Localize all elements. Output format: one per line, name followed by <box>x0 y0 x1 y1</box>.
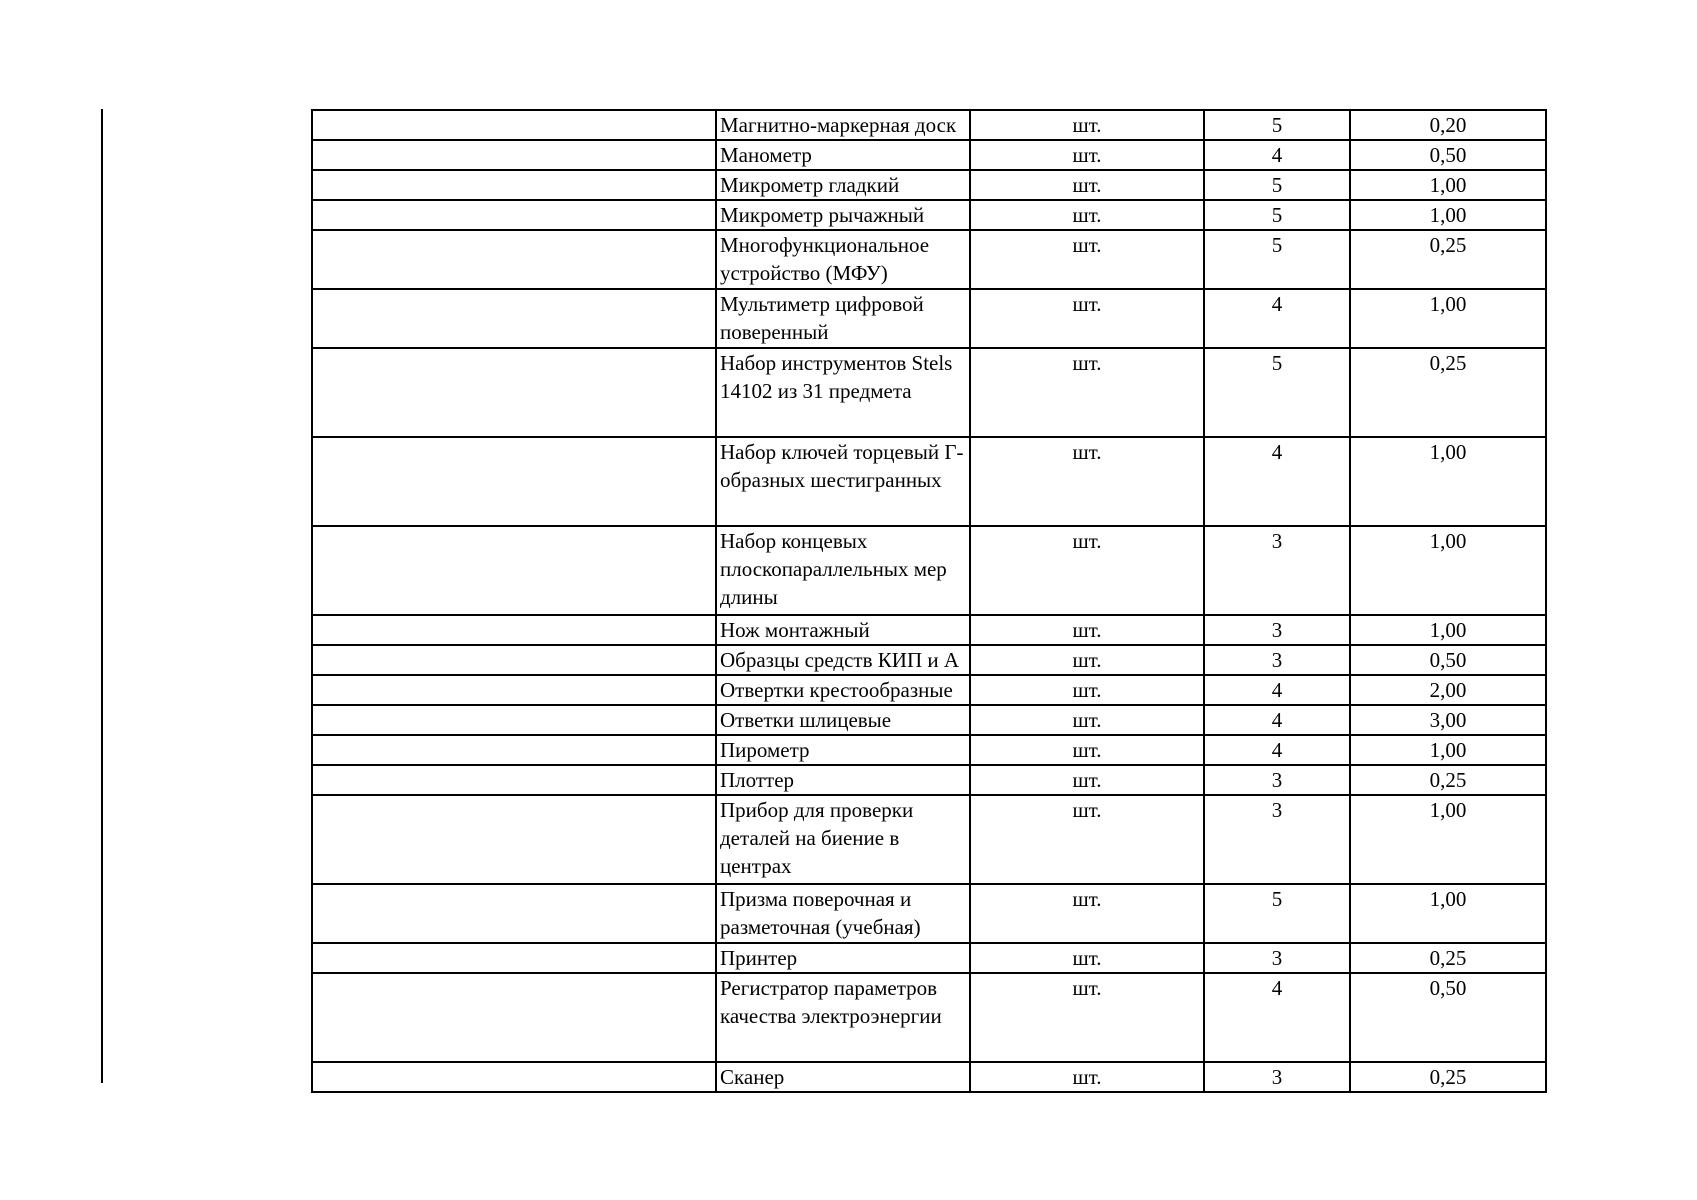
left-margin-line <box>101 109 103 1083</box>
empty-cell <box>312 615 716 645</box>
value-cell: 0,25 <box>1350 348 1546 437</box>
empty-cell <box>312 526 716 615</box>
empty-cell <box>312 437 716 526</box>
unit-cell: шт. <box>970 735 1204 765</box>
item-name-cell: Набор ключей торцевый Г-образных шестигранных <box>716 437 970 526</box>
table-row <box>312 230 1546 289</box>
quantity-cell: 4 <box>1204 705 1350 735</box>
unit-cell: шт. <box>970 795 1204 884</box>
item-name-cell: Пирометр <box>716 735 970 765</box>
table-row <box>312 795 1546 884</box>
value-cell: 1,00 <box>1350 170 1546 200</box>
empty-cell <box>312 348 716 437</box>
quantity-cell: 3 <box>1204 615 1350 645</box>
table-row <box>312 735 1546 765</box>
quantity-cell: 3 <box>1204 943 1350 973</box>
value-cell: 1,00 <box>1350 437 1546 526</box>
value-cell: 0,50 <box>1350 645 1546 675</box>
empty-cell <box>312 1062 716 1092</box>
value-cell: 0,25 <box>1350 765 1546 795</box>
table-row <box>312 765 1546 795</box>
table-row <box>312 437 1546 526</box>
item-name-cell: Набор инструментов Stels 14102 из 31 предмета <box>716 348 970 437</box>
table-row <box>312 615 1546 645</box>
quantity-cell: 4 <box>1204 140 1350 170</box>
quantity-cell: 3 <box>1204 1062 1350 1092</box>
item-name-cell: Плоттер <box>716 765 970 795</box>
item-name-cell: Магнитно-маркерная доск <box>716 110 970 140</box>
empty-cell <box>312 884 716 943</box>
value-cell: 0,25 <box>1350 1062 1546 1092</box>
value-cell: 0,25 <box>1350 230 1546 289</box>
value-cell: 1,00 <box>1350 615 1546 645</box>
empty-cell <box>312 705 716 735</box>
value-cell: 1,00 <box>1350 289 1546 348</box>
quantity-cell: 3 <box>1204 795 1350 884</box>
table-row <box>312 110 1546 140</box>
unit-cell: шт. <box>970 526 1204 615</box>
unit-cell: шт. <box>970 140 1204 170</box>
empty-cell <box>312 170 716 200</box>
table-row <box>312 884 1546 943</box>
value-cell: 1,00 <box>1350 200 1546 230</box>
quantity-cell: 3 <box>1204 645 1350 675</box>
value-cell: 1,00 <box>1350 795 1546 884</box>
unit-cell: шт. <box>970 943 1204 973</box>
table-row <box>312 943 1546 973</box>
quantity-cell: 4 <box>1204 735 1350 765</box>
quantity-cell: 5 <box>1204 110 1350 140</box>
empty-cell <box>312 765 716 795</box>
table-row <box>312 140 1546 170</box>
value-cell: 3,00 <box>1350 705 1546 735</box>
unit-cell: шт. <box>970 200 1204 230</box>
empty-cell <box>312 973 716 1062</box>
empty-cell <box>312 230 716 289</box>
value-cell: 0,25 <box>1350 943 1546 973</box>
item-name-cell: Прибор для проверки деталей на биение в центрах <box>716 795 970 884</box>
item-name-cell: Микрометр рычажный <box>716 200 970 230</box>
item-name-cell: Набор концевых плоскопараллельных мер длины <box>716 526 970 615</box>
equipment-table <box>311 109 1547 1093</box>
table-row <box>312 1062 1546 1092</box>
value-cell: 1,00 <box>1350 526 1546 615</box>
quantity-cell: 3 <box>1204 765 1350 795</box>
value-cell: 1,00 <box>1350 884 1546 943</box>
item-name-cell: Образцы средств КИП и А <box>716 645 970 675</box>
quantity-cell: 5 <box>1204 200 1350 230</box>
item-name-cell: Сканер <box>716 1062 970 1092</box>
value-cell: 0,20 <box>1350 110 1546 140</box>
unit-cell: шт. <box>970 645 1204 675</box>
item-name-cell: Регистратор параметров качества электроэнергии <box>716 973 970 1062</box>
table-row <box>312 675 1546 705</box>
quantity-cell: 4 <box>1204 437 1350 526</box>
value-cell: 0,50 <box>1350 973 1546 1062</box>
table-row <box>312 200 1546 230</box>
item-name-cell: Микрометр гладкий <box>716 170 970 200</box>
item-name-cell: Манометр <box>716 140 970 170</box>
value-cell: 1,00 <box>1350 735 1546 765</box>
item-name-cell: Мультиметр цифровой поверенный <box>716 289 970 348</box>
item-name-cell: Принтер <box>716 943 970 973</box>
unit-cell: шт. <box>970 765 1204 795</box>
empty-cell <box>312 943 716 973</box>
empty-cell <box>312 110 716 140</box>
unit-cell: шт. <box>970 437 1204 526</box>
unit-cell: шт. <box>970 170 1204 200</box>
unit-cell: шт. <box>970 884 1204 943</box>
unit-cell: шт. <box>970 348 1204 437</box>
table-row <box>312 170 1546 200</box>
value-cell: 0,50 <box>1350 140 1546 170</box>
unit-cell: шт. <box>970 615 1204 645</box>
value-cell: 2,00 <box>1350 675 1546 705</box>
item-name-cell: Отвертки крестообразные <box>716 675 970 705</box>
quantity-cell: 4 <box>1204 973 1350 1062</box>
empty-cell <box>312 735 716 765</box>
quantity-cell: 4 <box>1204 289 1350 348</box>
quantity-cell: 5 <box>1204 348 1350 437</box>
unit-cell: шт. <box>970 973 1204 1062</box>
table-row <box>312 348 1546 437</box>
table-row <box>312 973 1546 1062</box>
item-name-cell: Нож монтажный <box>716 615 970 645</box>
item-name-cell: Многофункциональное устройство (МФУ) <box>716 230 970 289</box>
empty-cell <box>312 140 716 170</box>
empty-cell <box>312 200 716 230</box>
empty-cell <box>312 289 716 348</box>
quantity-cell: 5 <box>1204 884 1350 943</box>
unit-cell: шт. <box>970 289 1204 348</box>
table-row <box>312 526 1546 615</box>
unit-cell: шт. <box>970 1062 1204 1092</box>
empty-cell <box>312 675 716 705</box>
empty-cell <box>312 645 716 675</box>
unit-cell: шт. <box>970 705 1204 735</box>
unit-cell: шт. <box>970 230 1204 289</box>
quantity-cell: 5 <box>1204 170 1350 200</box>
item-name-cell: Ответки шлицевые <box>716 705 970 735</box>
empty-cell <box>312 795 716 884</box>
unit-cell: шт. <box>970 110 1204 140</box>
unit-cell: шт. <box>970 675 1204 705</box>
quantity-cell: 5 <box>1204 230 1350 289</box>
quantity-cell: 3 <box>1204 526 1350 615</box>
quantity-cell: 4 <box>1204 675 1350 705</box>
table-row <box>312 289 1546 348</box>
table-row <box>312 705 1546 735</box>
table-row <box>312 645 1546 675</box>
item-name-cell: Призма поверочная и разметочная (учебная) <box>716 884 970 943</box>
